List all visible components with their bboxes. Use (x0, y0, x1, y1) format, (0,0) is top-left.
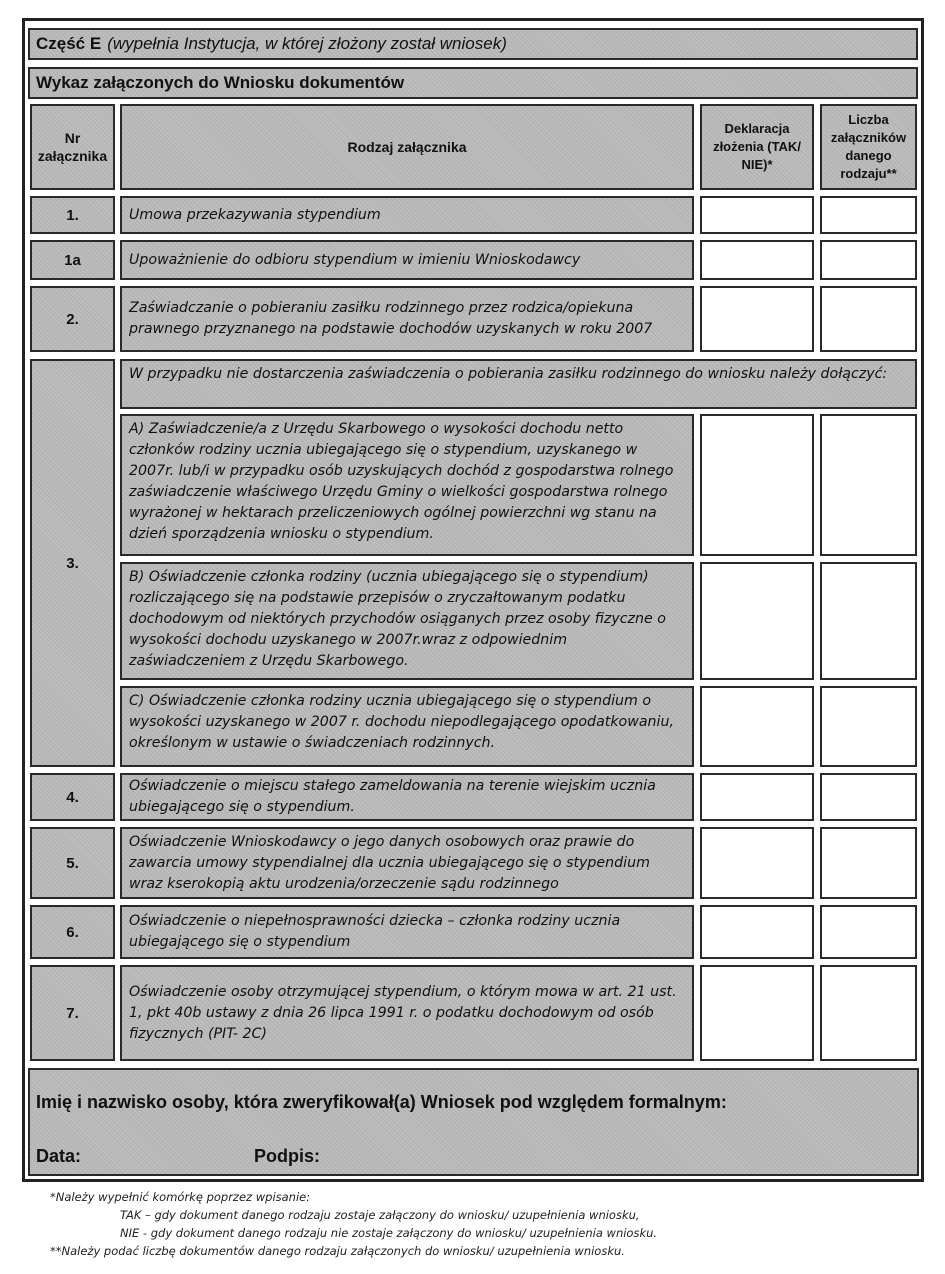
row-7-text: Oświadczenie osoby otrzymującej stypendium, o którym mowa w art. 21 ust. 1, pkt 40b ustawy z dnia 26 lipca 1991 r. o podatku dochodowym od osób fizycznych (PIT- 2C) (120, 965, 694, 1061)
row-1a-nr: 1a (30, 240, 115, 280)
verifier-name-label: Imię i nazwisko osoby, która zweryfikował(a) Wniosek pod względem formalnym: (36, 1092, 727, 1112)
row-6-count-field[interactable] (820, 905, 917, 959)
row-4-declaration-field[interactable] (700, 773, 814, 821)
row-3b-declaration-field[interactable] (700, 562, 814, 680)
row-1a-text: Upoważnienie do odbioru stypendium w imieniu Wnioskodawcy (120, 240, 694, 280)
row-1-nr: 1. (30, 196, 115, 234)
header-type: Rodzaj załącznika (120, 104, 694, 190)
row-5-text: Oświadczenie Wnioskodawcy o jego danych osobowych oraz prawie do zawarcia umowy stypendialnej dla ucznia ubiegającego się o stypendium wraz kserokopią aktu urodzenia/orzeczenie sądu rodzinnego (120, 827, 694, 899)
list-title-bar (28, 67, 918, 99)
row-3a-text: A) Zaświadczenie/a z Urzędu Skarbowego o wysokości dochodu netto członków rodziny ucznia ubiegającego się o stypendium, uzyskanego w 2007r. lub/i w przypadku osób uzyskujących dochód z gospodarstwa rolnego zaświadczenie właściwego Urzędu Gminy o wielkości gospodarstwa rolnego wyrażonej w hektarach przeliczeniowych ogólnej powierzchni wg stanu na dzień sporządzenia wniosku o stypendium. (120, 414, 694, 556)
signature-label: Podpis: (254, 1146, 320, 1166)
row-1a-count-field[interactable] (820, 240, 917, 280)
row-7-nr: 7. (30, 965, 115, 1061)
row-2-text: Zaświadczanie o pobieraniu zasiłku rodzinnego przez rodzica/opiekuna prawnego przyznanego na podstawie dochodów uzyskanych w roku 2007 (120, 286, 694, 352)
row-5-declaration-field[interactable] (700, 827, 814, 899)
header-declaration: Deklaracja złożenia (TAK/ NIE)* (700, 104, 814, 190)
row-1-count-field[interactable] (820, 196, 917, 234)
row-7-count-field[interactable] (820, 965, 917, 1061)
row-4-text: Oświadczenie o miejscu stałego zameldowania na terenie wiejskim ucznia ubiegającego się o stypendium. (120, 773, 694, 821)
row-4-nr: 4. (30, 773, 115, 821)
row-4-count-field[interactable] (820, 773, 917, 821)
row-3b-text: B) Oświadczenie członka rodziny (ucznia ubiegającego się o stypendium) rozliczającego się na podstawie przepisów o zryczałtowanym podatku dochodowym od niektórych przychodów osiąganych przez osoby fizyczne o wysokości dochodu uzyskanego w 2007r.wraz z odpowiednim zaświadczeniem z Urzędu Skarbowego. (120, 562, 694, 680)
row-3c-declaration-field[interactable] (700, 686, 814, 767)
section-title-bar (28, 28, 918, 60)
row-3-nr: 3. (30, 359, 115, 767)
section-subtitle: (wypełnia Instytucja, w której złożony został wniosek) (107, 34, 507, 53)
row-5-count-field[interactable] (820, 827, 917, 899)
footnote-2: TAK – gdy dokument danego rodzaju zostaje załączony do wniosku/ uzupełnienia wniosku, (120, 1208, 640, 1222)
section-title: Część E (36, 34, 102, 53)
row-3-intro-text: W przypadku nie dostarczenia zaświadczenia o pobierania zasiłku rodzinnego do wniosku należy dołączyć: (120, 359, 917, 409)
row-3c-count-field[interactable] (820, 686, 917, 767)
row-1a-declaration-field[interactable] (700, 240, 814, 280)
footnote-4: **Należy podać liczbę dokumentów danego rodzaju załączonych do wniosku/ uzupełnienia wniosku. (50, 1244, 625, 1258)
row-3a-declaration-field[interactable] (700, 414, 814, 556)
row-2-count-field[interactable] (820, 286, 917, 352)
header-nr: Nr załącznika (30, 104, 115, 190)
verification-box (28, 1068, 919, 1176)
header-count: Liczba załączników danego rodzaju** (820, 104, 917, 190)
row-1-text: Umowa przekazywania stypendium (120, 196, 694, 234)
list-title: Wykaz załączonych do Wniosku dokumentów (36, 73, 405, 92)
row-6-declaration-field[interactable] (700, 905, 814, 959)
row-3a-count-field[interactable] (820, 414, 917, 556)
row-2-declaration-field[interactable] (700, 286, 814, 352)
row-2-nr: 2. (30, 286, 115, 352)
row-3b-count-field[interactable] (820, 562, 917, 680)
date-label: Data: (36, 1146, 82, 1166)
footnote-1: *Należy wypełnić komórkę poprzez wpisanie: (50, 1190, 311, 1204)
row-1-declaration-field[interactable] (700, 196, 814, 234)
footnote-3: NIE - gdy dokument danego rodzaju nie zostaje załączony do wniosku/ uzupełnienia wniosku. (120, 1226, 658, 1240)
row-5-nr: 5. (30, 827, 115, 899)
row-7-declaration-field[interactable] (700, 965, 814, 1061)
row-6-nr: 6. (30, 905, 115, 959)
row-3c-text: C) Oświadczenie członka rodziny ucznia ubiegającego się o stypendium o wysokości uzyskanego w 2007 r. dochodu niepodlegającego opodatkowaniu, określonym w ustawie o świadczeniach rodzinnych. (120, 686, 694, 767)
row-6-text: Oświadczenie o niepełnosprawności dziecka – członka rodziny ucznia ubiegającego się o stypendium (120, 905, 694, 959)
